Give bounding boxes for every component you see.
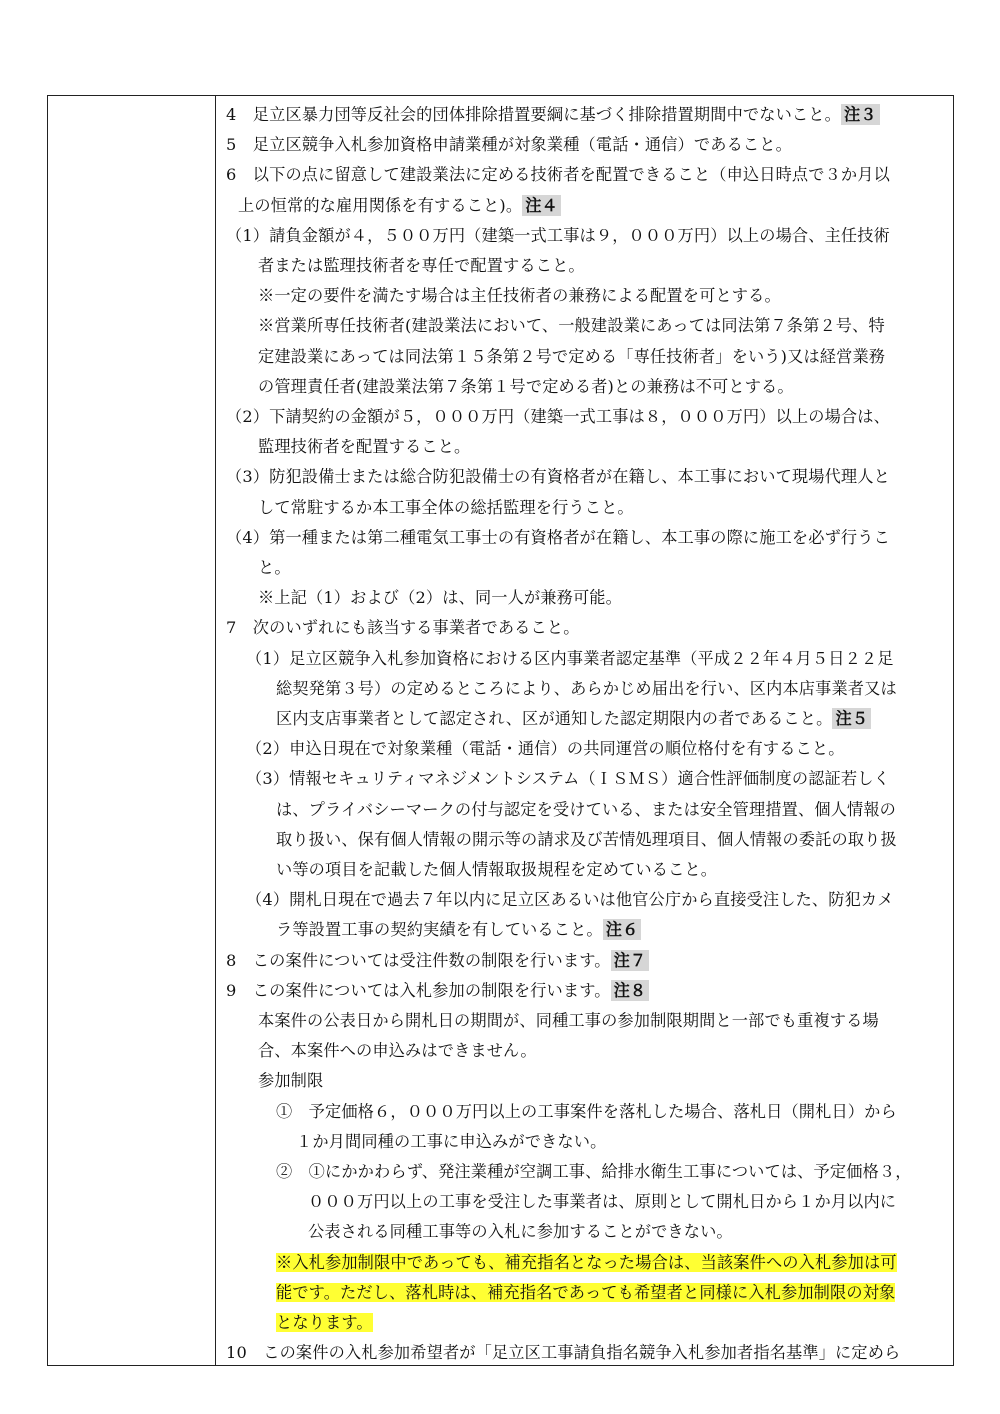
line-text: ※一定の要件を満たす場合は主任技術者の兼務による配置を可とする。: [258, 286, 781, 306]
line-text: 監理技術者を配置すること。: [258, 437, 471, 457]
line-text: （3）情報セキュリティマネジメントシステム（ＩＳＭＳ）適合性評価制度の認証若しく: [246, 769, 890, 789]
line-text: と。: [258, 558, 291, 577]
text-line: [226, 946, 947, 976]
line-text: 能です。ただし、落札時は、補充指名であっても希望者と同様に入札参加制限の対象: [276, 1282, 896, 1302]
text-line: [226, 432, 947, 462]
line-text: １か月間同種の工事に申込みができない。: [296, 1131, 607, 1151]
line-text: 上の恒常的な雇用関係を有すること)。: [238, 195, 523, 215]
text-line: [226, 1338, 947, 1368]
line-text: 区内支店事業者として認定され、区が通知した認定期限内の者であること。: [276, 709, 833, 728]
text-line: [226, 795, 947, 825]
line-text: 公表される同種工事等の入札に参加することができない。: [308, 1222, 733, 1242]
line-text: い等の項目を記載した個人情報取扱規程を定めていること。: [276, 860, 718, 879]
text-line: [226, 523, 947, 553]
text-line: [226, 644, 947, 674]
line-text: ※上記（1）および（2）は、同一人が兼務可能。: [258, 588, 622, 608]
text-line: [226, 1066, 947, 1096]
line-text: 合、本案件への申込みはできません。: [258, 1041, 537, 1061]
text-line: [226, 493, 947, 523]
text-line: [226, 855, 947, 885]
line-text: （3）防犯設備士または総合防犯設備士の有資格者が在籍し、本工事において現場代理人と: [226, 467, 890, 487]
text-line: [226, 1278, 947, 1308]
line-text: となります。: [276, 1313, 373, 1332]
text-line: [226, 583, 947, 613]
line-text: ０００万円以上の工事を受注した事業者は、原則として開札日から１か月以内に: [308, 1192, 897, 1212]
text-line: [226, 674, 947, 704]
line-text: 6 以下の点に留意して建設業法に定める技術者を配置できること（申込日時点で３か月以: [226, 165, 890, 185]
line-text: 者または監理技術者を専任で配置すること。: [258, 256, 585, 275]
text-line: [226, 1097, 947, 1127]
note-badge: 注４: [522, 195, 561, 216]
text-line: [226, 311, 947, 341]
text-line: [226, 251, 947, 281]
line-text: （2）申込日現在で対象業種（電話・通信）の共同運営の順位格付を有すること。: [246, 739, 845, 759]
text-line: [226, 342, 947, 372]
line-text: 10 この案件の入札参加希望者が「足立区工事請負指名競争入札参加者指名基準」に定めら: [226, 1343, 901, 1363]
note-badge: 注７: [611, 950, 650, 971]
line-text: 定建設業にあっては同法第１５条第２号で定める「専任技術者」をいう)又は経営業務: [258, 346, 886, 366]
note-badge: 注３: [841, 104, 880, 125]
text-line: [226, 462, 947, 492]
text-line: [226, 553, 947, 583]
text-line: [226, 402, 947, 432]
line-text: 9 この案件については入札参加の制限を行います。: [226, 980, 611, 1000]
document-table: [47, 95, 954, 1366]
text-line: [226, 825, 947, 855]
line-text: （1）足立区競争入札参加資格における区内事業者認定基準（平成２２年４月５日２２足: [246, 648, 894, 668]
line-text: は、プライバシーマークの付与認定を受けている、または安全管理措置、個人情報の: [276, 799, 897, 819]
line-text: （4）第一種または第二種電気工事士の有資格者が在籍し、本工事の際に施工を必ず行うこ: [226, 527, 890, 547]
text-line: [226, 191, 947, 221]
text-line: [226, 915, 947, 945]
text-line: [226, 1217, 947, 1247]
text-line: [226, 704, 947, 734]
text-line: [226, 1248, 947, 1278]
line-text: 本案件の公表日から開札日の期間が、同種工事の参加制限期間と一部でも重複する場: [258, 1011, 879, 1030]
text-line: [226, 100, 947, 130]
text-line: [226, 1006, 947, 1036]
text-line: [226, 613, 947, 643]
text-line: [226, 1308, 947, 1338]
note-badge: 注５: [832, 708, 871, 729]
note-badge: 注６: [603, 919, 642, 940]
line-text: 8 この案件については受注件数の制限を行います。: [226, 950, 611, 970]
line-text: 7 次のいずれにも該当する事業者であること。: [226, 618, 580, 638]
line-text: ① 予定価格６，０００万円以上の工事案件を落札した場合、落札日（開札日）から: [276, 1101, 897, 1121]
line-text: 5 足立区競争入札参加資格申請業種が対象業種（電話・通信）であること。: [226, 135, 792, 155]
text-line: [226, 1127, 947, 1157]
line-text: （1）請負金額が４，５００万円（建築一式工事は９，０００万円）以上の場合、主任技術: [226, 225, 890, 245]
text-line: [226, 372, 947, 402]
line-text: の管理責任者(建設業法第７条第１号で定める者)との兼務は不可とする。: [258, 376, 794, 396]
text-line: [226, 130, 947, 160]
line-text: 参加制限: [258, 1071, 324, 1091]
line-text: （4）開札日現在で過去７年以内に足立区あるいは他官公庁から直接受注した、防犯カメ: [246, 890, 894, 910]
text-line: [226, 281, 947, 311]
note-badge: 注８: [611, 980, 650, 1001]
line-text: ※営業所専任技術者(建設業法において、一般建設業にあっては同法第７条第２号、特: [258, 316, 885, 336]
text-line: [226, 734, 947, 764]
line-text: して常駐するか本工事全体の総括監理を行うこと。: [258, 497, 634, 517]
text-line: [226, 1187, 947, 1217]
text-line: [226, 1036, 947, 1066]
line-text: （2）下請契約の金額が５，０００万円（建築一式工事は８，０００万円）以上の場合は、: [226, 407, 890, 426]
text-line: [226, 160, 947, 190]
text-line: [226, 221, 947, 251]
line-text: 総契発第３号）の定めるところにより、あらかじめ届出を行い、区内本店事業者又は: [276, 678, 897, 698]
line-text: 取り扱い、保有個人情報の開示等の請求及び苦情処理項目、個人情報の委託の取り扱: [276, 829, 897, 849]
text-line: [226, 764, 947, 794]
line-text: ※入札参加制限中であっても、補充指名となった場合は、当該案件への入札参加は可: [276, 1252, 897, 1272]
line-text: ② ①にかかわらず、発注業種が空調工事、給排水衛生工事については、予定価格３，: [276, 1162, 912, 1181]
table-left-column: [48, 96, 216, 1365]
line-text: ラ等設置工事の契約実績を有していること。: [276, 920, 603, 940]
line-text: 4 足立区暴力団等反社会的団体排除措置要綱に基づく排除措置期間中でないこと。: [226, 105, 841, 124]
text-line: [226, 976, 947, 1006]
text-line: [226, 885, 947, 915]
text-line: [226, 1157, 947, 1187]
